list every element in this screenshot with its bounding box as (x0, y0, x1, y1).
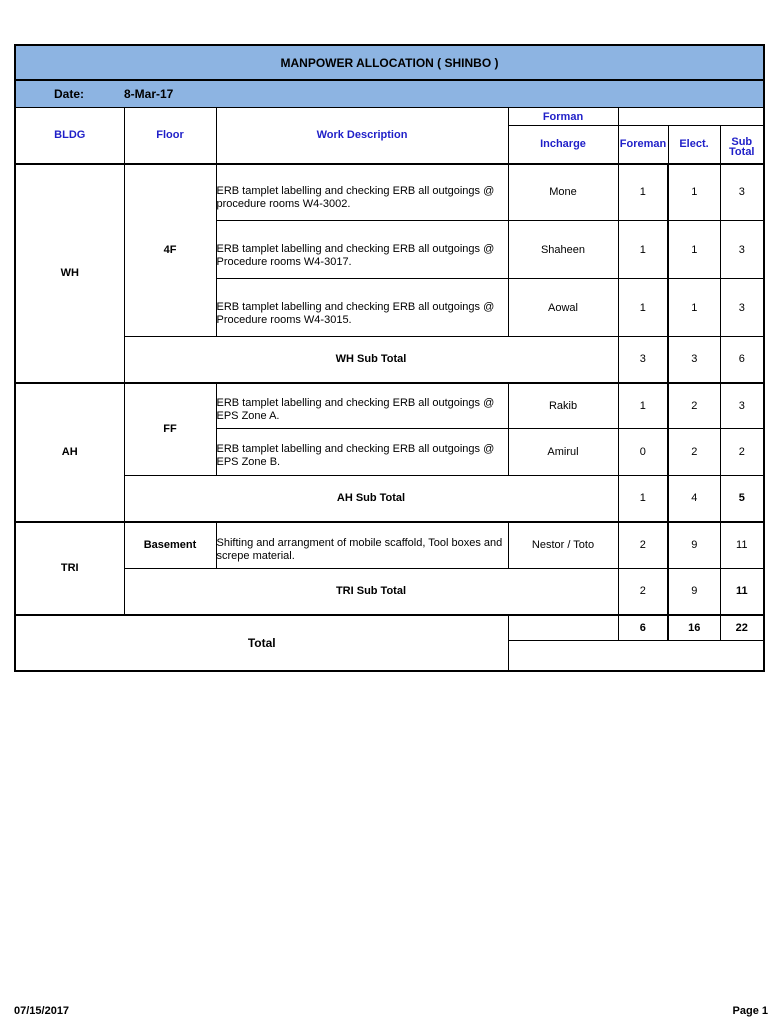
subtotal-total: 5 (720, 476, 764, 522)
incharge-cell: Shaheen (508, 221, 618, 279)
elect-cell: 1 (668, 221, 720, 279)
foreman-cell: 1 (618, 383, 668, 429)
floor-cell: Basement (124, 522, 216, 569)
subtotal-cell: 2 (720, 429, 764, 476)
subtotal-label: TRI Sub Total (124, 569, 618, 615)
total-total: 22 (720, 615, 764, 641)
subtotal-elect: 3 (668, 337, 720, 383)
incharge-cell: Mone (508, 164, 618, 221)
floor-cell: 4F (124, 164, 216, 337)
bldg-cell: TRI (15, 522, 124, 615)
manpower-allocation-table (14, 44, 765, 672)
subtotal-label: AH Sub Total (124, 476, 618, 522)
elect-cell: 2 (668, 383, 720, 429)
subtotal-elect: 4 (668, 476, 720, 522)
elect-cell: 9 (668, 522, 720, 569)
header-forman: Forman (508, 108, 618, 126)
bldg-cell: WH (15, 164, 124, 383)
foreman-cell: 0 (618, 429, 668, 476)
floor-cell: FF (124, 383, 216, 476)
header-sub-total: Sub Total (720, 126, 764, 164)
page-title: MANPOWER ALLOCATION ( SHINBO ) (15, 45, 764, 80)
header-bldg: BLDG (15, 108, 124, 164)
total-label: Total (15, 615, 508, 671)
work-description-cell: ERB tamplet labelling and checking ERB all outgoings @ EPS Zone A. (216, 383, 508, 429)
header-empty (618, 108, 764, 126)
subtotal-cell: 11 (720, 522, 764, 569)
subtotal-cell: 3 (720, 279, 764, 337)
bldg-cell: AH (15, 383, 124, 522)
subtotal-elect: 9 (668, 569, 720, 615)
footer-date: 07/15/2017 (14, 1005, 70, 1017)
footer-page-number: Page 1 (732, 1005, 768, 1017)
date-label: Date: (54, 87, 85, 101)
elect-cell: 1 (668, 164, 720, 221)
work-description-cell: ERB tamplet labelling and checking ERB all outgoings @ Procedure rooms W4-3017. (216, 221, 508, 279)
work-description-cell: ERB tamplet labelling and checking ERB all outgoings @ Procedure rooms W4-3015. (216, 279, 508, 337)
subtotal-foreman: 2 (618, 569, 668, 615)
incharge-cell: Nestor / Toto (508, 522, 618, 569)
elect-cell: 2 (668, 429, 720, 476)
total-elect: 16 (668, 615, 720, 641)
subtotal-foreman: 3 (618, 337, 668, 383)
work-description-cell: ERB tamplet labelling and checking ERB all outgoings @ EPS Zone B. (216, 429, 508, 476)
foreman-cell: 2 (618, 522, 668, 569)
incharge-cell: Rakib (508, 383, 618, 429)
subtotal-cell: 3 (720, 383, 764, 429)
header-foreman: Foreman (618, 126, 668, 164)
incharge-cell: Amirul (508, 429, 618, 476)
subtotal-total: 11 (720, 569, 764, 615)
header-elect: Elect. (668, 126, 720, 164)
header-work-description: Work Description (216, 108, 508, 164)
incharge-cell: Aowal (508, 279, 618, 337)
total-foreman: 6 (618, 615, 668, 641)
total-bottom-empty (508, 641, 764, 671)
foreman-cell: 1 (618, 164, 668, 221)
subtotal-cell: 3 (720, 221, 764, 279)
header-floor: Floor (124, 108, 216, 164)
subtotal-total: 6 (720, 337, 764, 383)
foreman-cell: 1 (618, 221, 668, 279)
date-row (15, 80, 764, 108)
work-description-cell: ERB tamplet labelling and checking ERB all outgoings @ procedure rooms W4-3002. (216, 164, 508, 221)
total-empty (508, 615, 618, 641)
subtotal-foreman: 1 (618, 476, 668, 522)
subtotal-cell: 3 (720, 164, 764, 221)
subtotal-label: WH Sub Total (124, 337, 618, 383)
elect-cell: 1 (668, 279, 720, 337)
date-value: 8-Mar-17 (124, 87, 174, 101)
work-description-cell: Shifting and arrangment of mobile scaffold, Tool boxes and screpe material. (216, 522, 508, 569)
header-incharge: Incharge (508, 126, 618, 164)
foreman-cell: 1 (618, 279, 668, 337)
